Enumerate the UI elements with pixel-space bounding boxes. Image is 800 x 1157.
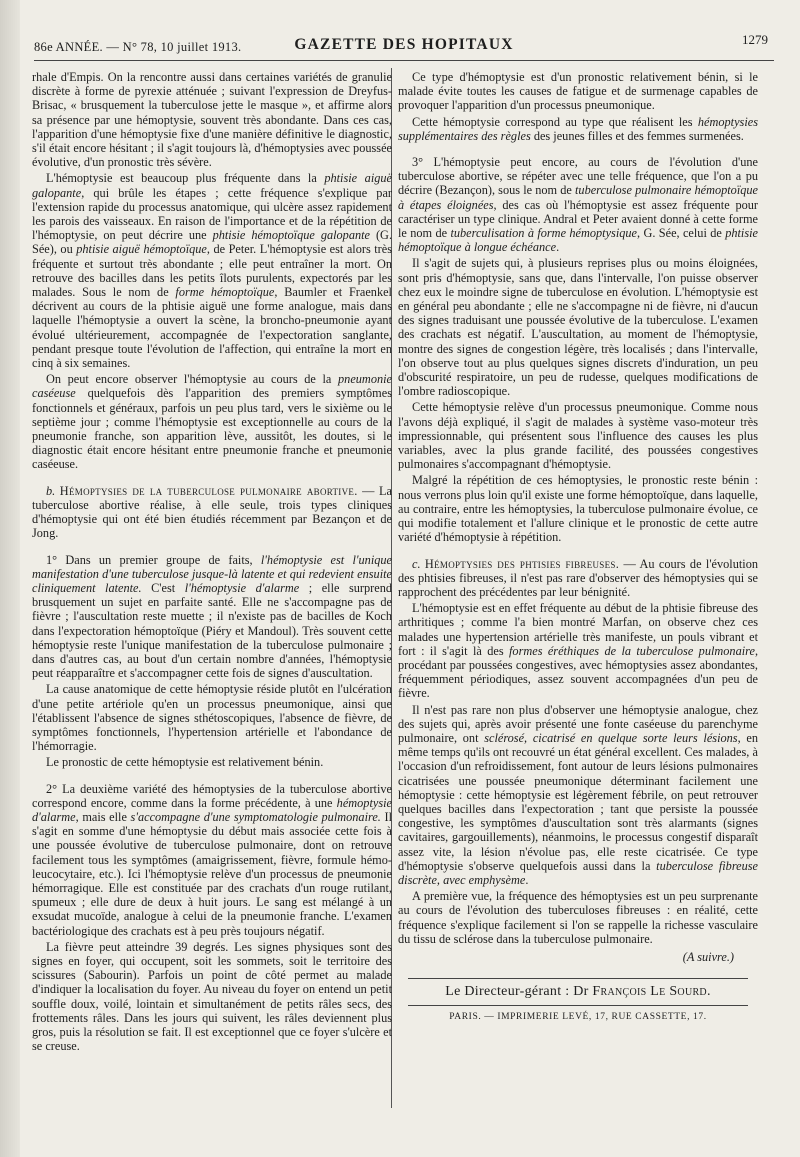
section-heading-b: b. Hémoptysies de la tuberculose pulmonaire abortive. — La tuberculose abortive réalise, à elle seule, trois types cliniques d'hémoptysie qui ont été bien étudiés récemment par Bezançon et de Jong. [32, 483, 392, 541]
paragraph: 1° Dans un premier groupe de faits, l'hémoptysie est l'unique manifestation d'une tuberculose jusque-là latente et qui redevient ensuite cliniquement latente. C'est l'hémoptysie d'alarme ; elle surprend brusquement un sujet en parfaite santé. Elle ne s'accompagne pas de fièvre ; l'auscultation reste muette ; il n'existe pas de bacilles de Koch dans l'expectoration hémoptoïque (Piéry et Mandoul). Très souvent cette hémoptysie reste l'unique manifestation de la tuberculose pulmonaire ; dans d'autres cas, au bout d'un certain nombre d'années, l'hémoptysie peut réapparaître et s'accompagner cette fois de signes d'auscultation. [32, 552, 393, 681]
page-number: 1279 [742, 32, 768, 47]
paragraph: Le pronostic de cette hémoptysie est relativement bénin. [46, 755, 324, 770]
header-rule [34, 60, 774, 61]
paragraph: 3° L'hémoptysie peut encore, au cours de l'évolution d'une tuberculose abortive, se répéter avec une telle fréquence, que l'on a pu décrire (Bezançon), sous le nom de tuberculose pulmonaire hémoptoïque à étapes éloignées, des cas où l'hémoptysie est assez fréquente pour caractériser un type clinique. Andral et Peter avaient donné à cette forme le nom de tuberculisation à forme hémoptysique, G. Sée, celui de phtisie hémoptoïque à longue échéance. [398, 155, 759, 255]
page-spine-shadow [0, 0, 20, 1157]
paragraph: A première vue, la fréquence des hémoptysies est un peu surprenante au cours de l'évolution des tuberculoses fibreuses : en réalité, cette fréquence s'explique facilement si l'on se rappelle la richesse vasculaire du tissu de sclérose dans la tuberculose pulmonaire. [398, 889, 758, 946]
director-signature: Le Directeur-gérant : Dr François Le Sourd. [445, 984, 711, 1000]
paragraph: Cette hémoptysie correspond au type que réalisent les hémoptysies supplémentaires des règles des jeunes filles et des femmes surmenées. [398, 114, 758, 143]
imprint-rule [408, 1005, 748, 1006]
footer-rule [408, 978, 748, 979]
newspaper-page [20, 0, 800, 1157]
paragraph: Ce type d'hémoptysie est d'un pronostic relativement bénin, si le malade évite toutes les causes de fatigue et de surmenage capables de provoquer l'apparition d'un processus pneumonique. [398, 70, 758, 113]
section-heading-c: c. Hémoptysies des phtisies fibreuses. — Au cours de l'évolution des phtisies fibreuses, il n'est pas rare d'observer des hémoptysies qui se rapprochent des précédentes par leur bénignité. [398, 556, 758, 599]
paragraph: La fièvre peut atteindre 39 degrés. Les signes physiques sont des signes en foyer, qui occupent, soit les sommets, soit le territoire des scissures (Sabourin). Parfois un point de côté permet au malade d'indiquer la localisation du foyer. Au niveau du foyer on entend un petit souffle doux, voilé, lointain et simultanément de petits râles secs, des frottements râles. Dans les jours qui suivent, les râles deviennent plus gros, puis la résolution se fait. Il est exceptionnel que ce foyer s'ulcère et se creuse. [32, 939, 392, 1054]
paragraph: Malgré la répétition de ces hémoptysies, le pronostic reste bénin : nous verrons plus loin qu'il existe une forme hémoptoïque, dans laquelle, au contraire, entre les hémoptysies, la tuberculose pulmonaire évolue, ce qui modifie totalement et l'allure clinique et le pronostic de cette autre variété d'hémoptysie à répétition. [398, 473, 758, 545]
paragraph: La cause anatomique de cette hémoptysie réside plutôt en l'ulcération d'une petite artériole qu'en un processus pneumonique, ainsi que l'établissent l'absence de signes sthétoscopiques, l'absence de fièvre, de symptômes fonctionnels, l'hypertension artérielle et l'abondance de l'hémorragie. [32, 682, 392, 754]
left-column [32, 70, 392, 1055]
paragraph: Il n'est pas rare non plus d'observer une hémoptysie analogue, chez des sujets qui, après avoir présenté une fonte caséeuse du parenchyme pulmonaire, ont sclérosé, cicatrisé en quelque sorte leurs lésions, en même temps qu'ils ont recouvré un état général excellent. Ces malades, à l'occasion d'un refroidissement, font autour de leurs lésions pulmonaires cicatrisées une poussée pneumonique déterminant facilement une hémoptysie : cette hémoptysie est légèrement fébrile, on peut retrouver quelques bacilles dans l'expectoration ; tant que persiste la poussée congestive, les symptômes d'auscultation sont très alarmants (signes cavitaires, gargouillements), néanmoins, le processus congestif disparaît assez vite, la lésion n'évolue pas, elle reste cicatrisée. Ce type d'hémoptysie s'observe quelquefois aussi dans la tuberculose fibreuse discrète, avec emphysème. [398, 702, 758, 887]
printer-imprint: PARIS. — IMPRIMERIE LEVÉ, 17, RUE CASSETTE, 17. [449, 1012, 707, 1023]
journal-title: GAZETTE DES HOPITAUX [294, 36, 514, 53]
paragraph: L'hémoptysie est en effet fréquente au début de la phtisie fibreuse des arthritiques ; comme l'a bien montré Marfan, on observe chez ces malades une hypertension artérielle très manifeste, un pouls vibrant et fort : il s'agit là des formes éréthiques de la tuberculose pulmonaire, procédant par poussées congestives, avec hémoptysies assez abondantes, fréquemment périodiques, assez souvent accompagnées d'un peu de fièvre. [398, 601, 759, 701]
continued-note: (A suivre.) [682, 949, 734, 964]
page-header [34, 32, 774, 54]
paragraph: L'hémoptysie est beaucoup plus fréquente dans la phtisie aiguë galopante, qui brûle les étapes ; cette fréquence s'explique par l'extension rapide du processus anatomique, qui ulcère assez rapidement les parois des vaisseaux. En raison de l'importance et de la répétition de l'hémoptysie, on peut décrire une phtisie hémoptoïque galopante (G. Sée), ou phtisie aiguë hémoptoïque, de Peter. L'hémoptysie est alors très fréquente et surtout très abondante ; elle peut entraîner la mort. On retrouve des bacilles dans les petits îlots purulents, expectorés par les malades. Sous le nom de forme hémoptoïque, Baumler et Fraenkel décrivent au cours de la phtisie aiguë une forme analogue, mais dans laquelle l'hémoptysie a ouvert la scène, la broncho-pneumonie ayant évolué ultérieurement, accompagnée de l'expectoration sanglante, pendant presque toute l'évolution de l'affection, qui entraîne la mort en cinq à six semaines. [32, 171, 393, 371]
paragraph: Il s'agit de sujets qui, à plusieurs reprises plus ou moins éloignées, sont pris d'hémoptysie, sans que, dans l'intervalle, l'on puisse observer chez eux le moindre signe de tuberculose en évolution. L'hémoptysie est en général peu abondante ; elle ne s'accompagne ni de fièvre, ni d'aucun des signes traduisant une poussée évolutive de la tuberculose. L'examen des crachats est négatif. L'auscultation, au moment de l'hémoptysie, montre des signes de congestion légère, très localisés ; dans l'intervalle, l'on observe tout au plus quelques signes discrets d'induration, un peu d'obscurité respiratoire, un peu de rudesse, quelques modifications de l'ombre radioscopique. [398, 256, 758, 399]
paragraph: 2° La deuxième variété des hémoptysies de la tuberculose abortive correspond encore, comme dans la forme précédente, à une hémoptysie d'alarme, mais elle s'accompagne d'une symptomatologie pulmonaire. Il s'agit en somme d'une hémoptysie du début mais associée cette fois à une poussée évolutive de tuberculose pulmonaire, dont on retrouve facilement tous les symptômes (amaigrissement, fièvre, formule hémo-leucocytaire, etc.). Ici l'hémoptysie relève d'un processus de pneumonie hémorragique. Elle est constituée par des crachats d'un rouge rutilant, spumeux ; elle dure de deux à huit jours. Le sang est mélangé à un exsudat mucoïde, analogue à celui de la pneumonie franche. L'examen bactériologique des crachats est à peu près toujours négatif. [32, 781, 392, 938]
paragraph: On peut encore observer l'hémoptysie au cours de la pneumonie caséeuse quelquefois dès l'apparition des premiers symptômes fonctionnels et généraux, parfois un peu plus tard, vers le sixième ou le septième jour ; comme l'hémoptysie est exceptionnelle au cours de la pneumonie franche, son apparition lève, aussitôt, les doutes, si le diagnostic était encore hésitant entre pneumonie franche et pneumonie caséeuse. [32, 372, 392, 472]
paragraph: Cette hémoptysie relève d'un processus pneumonique. Comme nous l'avons déjà expliqué, il s'agit de malades à système vaso-moteur très impressionnable, qui présentent sous l'influence des causes les plus variables, avec la plus grande facilité, des poussées congestives pulmonaires s'accompagnant d'hémoptysie. [398, 400, 758, 472]
right-column [398, 70, 758, 1025]
issue-info: 86e ANNÉE. — N° 78, 10 juillet 1913. [34, 40, 242, 54]
paragraph: rhale d'Empis. On la rencontre aussi dans certaines variétés de granulie discrète à forme de pyrexie atténuée ; suivant l'expression de Dreyfus-Brisac, « brusquement la tuberculose jette le masque », et affirme alors sa présence par une hémoptysie, souvent très abondante. Dans ces cas, l'apparition d'une hémoptysie fixe d'une manière définitive le diagnostic, s'il était encore hésitant ; il s'agit toujours là, d'hémoptysies avec poussée évolutive, d'un pronostic très sévère. [32, 70, 392, 170]
